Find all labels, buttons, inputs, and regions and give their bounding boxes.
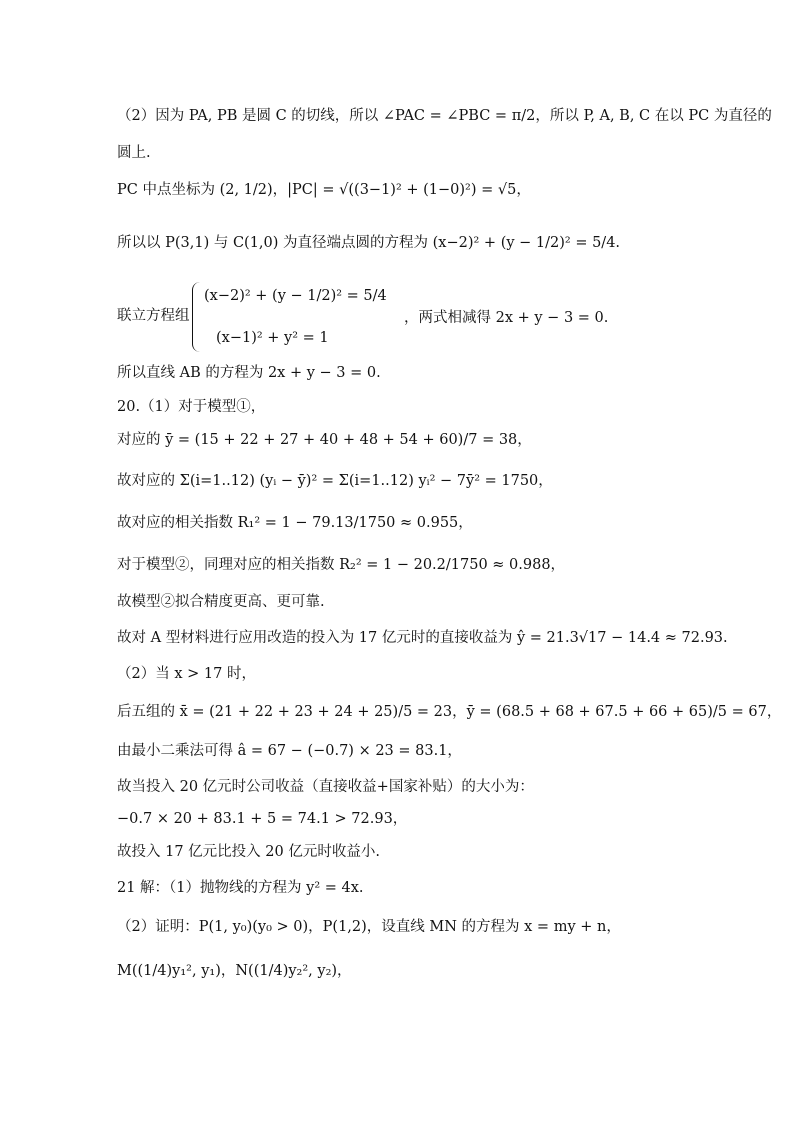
text-line: （2）证明：P(1, y₀)(y₀ > 0)，P(1,2)，设直线 MN 的方程为 x = my + n，: [117, 919, 621, 935]
text-line: 21 解：（1）抛物线的方程为 y² = 4x.: [117, 880, 364, 896]
text-line: 故模型②拟合精度更高、更可靠.: [117, 594, 325, 610]
equation-row: (x−2)² + (y − 1/2)² = 5/4: [204, 288, 387, 304]
text-line: 由最小二乘法可得 â = 67 − (−0.7) × 23 = 83.1，: [117, 743, 462, 759]
system-brace: [192, 282, 203, 352]
text-line: 20.（1）对于模型①，: [117, 399, 266, 415]
text-line: 故对应的 Σ(i=1..12) (yᵢ − ȳ)² = Σ(i=1..12) yᵢ² − 7ȳ² = 1750，: [117, 473, 553, 489]
text-line: 联立方程组: [117, 308, 190, 324]
text-line: 故对 A 型材料进行应用改造的投入为 17 亿元时的直接收益为 ŷ = 21.3√17 − 14.4 ≈ 72.93.: [117, 630, 728, 646]
text-line: 故投入 17 亿元比投入 20 亿元时收益小.: [117, 844, 380, 860]
equation-row: (x−1)² + y² = 1: [216, 330, 329, 346]
text-line: ，两式相减得 2x + y − 3 = 0.: [404, 310, 609, 326]
text-line: 圆上.: [117, 145, 151, 161]
text-line: 故当投入 20 亿元时公司收益（直接收益+国家补贴）的大小为：: [117, 779, 534, 795]
text-line: −0.7 × 20 + 83.1 + 5 = 74.1 > 72.93，: [117, 811, 408, 827]
text-line: 故对应的相关指数 R₁² = 1 − 79.13/1750 ≈ 0.955，: [117, 515, 473, 531]
text-line: 所以直线 AB 的方程为 2x + y − 3 = 0.: [117, 365, 381, 381]
text-line: （2）当 x > 17 时，: [117, 666, 256, 682]
text-line: 后五组的 x̄ = (21 + 22 + 23 + 24 + 25)/5 = 23，ȳ = (68.5 + 68 + 67.5 + 66 + 65)/5 = 67，: [117, 704, 782, 720]
text-line: 所以以 P(3,1) 与 C(1,0) 为直径端点圆的方程为 (x−2)² + (y − 1/2)² = 5/4.: [117, 235, 621, 251]
text-line: 对应的 ȳ = (15 + 22 + 27 + 40 + 48 + 54 + 60)/7 = 38，: [117, 432, 532, 448]
text-line: 对于模型②，同理对应的相关指数 R₂² = 1 − 20.2/1750 ≈ 0.988，: [117, 557, 566, 573]
text-line: （2）因为 PA, PB 是圆 C 的切线，所以 ∠PAC = ∠PBC = π/2，所以 P, A, B, C 在以 PC 为直径的: [117, 108, 772, 124]
text-line: M((1/4)y₁², y₁)，N((1/4)y₂², y₂)，: [117, 963, 352, 979]
text-line: PC 中点坐标为 (2, 1/2)，|PC| = √((3−1)² + (1−0)²) = √5，: [117, 182, 531, 198]
